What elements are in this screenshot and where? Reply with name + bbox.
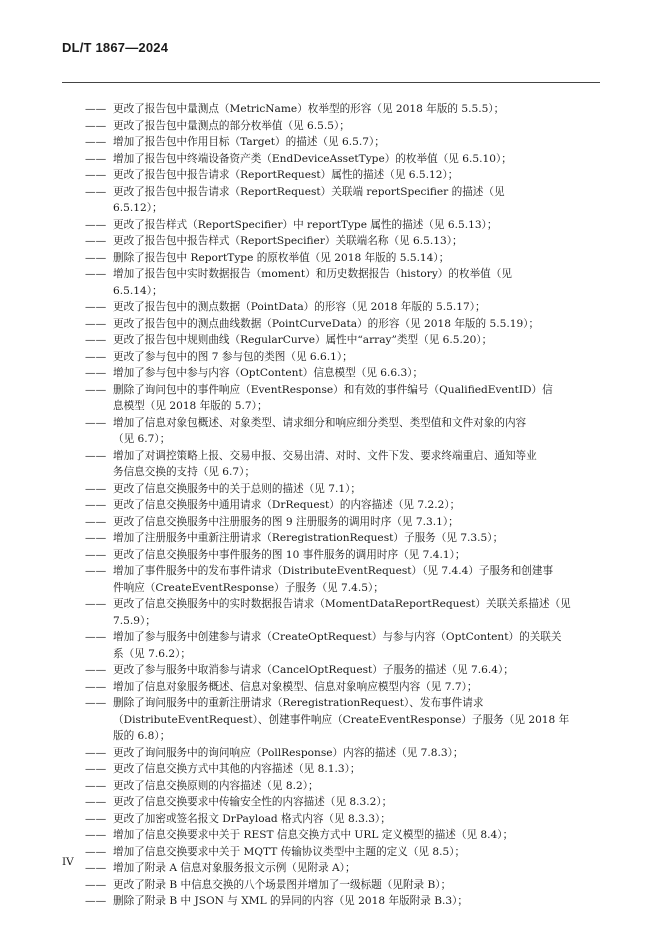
change-item [85, 365, 585, 382]
item-dash: —— [85, 862, 107, 874]
item-dash: —— [85, 235, 107, 247]
item-text: 更改了报告样式（ReportSpecifier）中 reportType 属性的描述（见 6.5.13）； [113, 218, 498, 231]
item-dash: —— [85, 218, 107, 231]
change-item [85, 118, 585, 135]
item-dash: —— [85, 169, 107, 181]
item-dash: —— [85, 680, 107, 693]
change-item [85, 448, 585, 481]
document-code: DL/T 1867—2024 [62, 40, 169, 55]
item-dash: —— [85, 449, 107, 462]
item-dash: —— [85, 350, 107, 363]
item-text-continued: 7.5.9）； [113, 614, 156, 627]
change-item [85, 745, 585, 762]
item-text: 更改了参与服务中取消参与请求（CancelOptRequest）子服务的描述（见 7.6.4）； [113, 664, 514, 676]
item-dash: —— [85, 251, 107, 264]
change-item [85, 481, 585, 498]
item-text: 更改了报告包中规则曲线（RegularCurve）属性中“array”类型（见 6.5.20）； [113, 334, 493, 346]
item-text-continued: （见 6.7）； [113, 433, 171, 445]
change-item [85, 349, 585, 366]
item-dash: —— [85, 367, 107, 379]
item-text-continued: 件响应（CreateEventResponse）子服务（见 7.4.5）； [113, 581, 384, 594]
item-dash: —— [85, 664, 107, 676]
change-item [85, 629, 585, 662]
item-dash: —— [85, 779, 107, 792]
item-dash: —— [85, 515, 107, 528]
item-dash: —— [85, 598, 107, 610]
item-dash: —— [85, 845, 107, 858]
item-text: 更改了信息交换服务中通用请求（DrRequest）的内容描述（见 7.2.2）； [113, 499, 461, 511]
change-item [85, 596, 585, 629]
change-item [85, 530, 585, 547]
item-text: 更改了询问服务中的询问响应（PollResponse）内容的描述（见 7.8.3）； [113, 746, 464, 759]
item-text: 增加了信息对象服务概述、信息对象模型、信息对象响应模型内容（见 7.7）； [113, 680, 478, 693]
change-item [85, 860, 585, 877]
change-item [85, 332, 585, 349]
item-text: 增加了信息交换要求中关于 REST 信息交换方式中 URL 定义模型的描述（见 8.4）； [113, 829, 514, 841]
item-text: 更改了附录 B 中信息交换的八个场景图并增加了一级标题（见附录 B）； [113, 878, 452, 891]
change-item [85, 877, 585, 894]
item-text: 增加了报告包中实时数据报告（moment）和历史数据报告（history）的枚举值（见 [113, 268, 512, 280]
change-item [85, 316, 585, 333]
item-text: 更改了信息交换原则的内容描述（见 8.2）； [113, 779, 319, 792]
change-item [85, 827, 585, 844]
change-item [85, 761, 585, 778]
item-text: 增加了对调控策略上报、交易申报、交易出清、对时、文件下发、要求终端重启、通知等业 [113, 449, 537, 462]
item-text: 更改了信息交换服务中的实时数据报告请求（MomentDataReportRequest）关联关系描述（见 [113, 598, 571, 610]
change-item [85, 893, 585, 910]
change-item [85, 184, 585, 217]
item-text: 增加了信息交换要求中关于 MQTT 传输协议类型中主题的定义（见 8.5）； [113, 845, 466, 858]
change-item [85, 101, 585, 118]
change-item [85, 844, 585, 861]
item-dash: —— [85, 565, 107, 577]
item-dash: —— [85, 119, 107, 132]
item-text: 更改了信息交换要求中传输安全性的内容描述（见 8.3.2）； [113, 796, 393, 808]
item-text: 增加了注册服务中重新注册请求（ReregistrationRequest）子服务（见 7.3.5）； [113, 532, 504, 544]
change-item [85, 547, 585, 564]
item-dash: —— [85, 812, 107, 825]
item-dash: —— [85, 878, 107, 891]
header-rule [62, 82, 600, 83]
item-dash: —— [85, 763, 107, 775]
change-item [85, 233, 585, 250]
item-text: 更改了报告包中量测点（MetricName）枚举型的形容（见 2018 年版的 5.5.5）； [113, 103, 505, 115]
change-item [85, 695, 585, 745]
item-dash: —— [85, 416, 107, 429]
item-dash: —— [85, 136, 107, 148]
item-dash: —— [85, 482, 107, 495]
item-text: 更改了信息交换服务中事件服务的图 10 事件服务的调用时序（见 7.4.1）； [113, 548, 466, 561]
item-text-continued: 6.5.12）； [113, 202, 163, 214]
item-text: 增加了参与服务中创建参与请求（CreateOptRequest）与参与内容（OptContent）的关联关 [113, 631, 562, 643]
change-item [85, 266, 585, 299]
item-dash: —— [85, 631, 107, 643]
item-dash: —— [85, 796, 107, 808]
item-text-continued: （DistributeEventRequest）、创建事件响应（CreateEventResponse）子服务（见 2018 年 [113, 713, 570, 726]
item-dash: —— [85, 697, 107, 709]
change-item [85, 514, 585, 531]
item-text: 更改了参与包中的图 7 参与包的类图（见 6.6.1）； [113, 350, 353, 363]
item-text: 更改了报告包中报告请求（ReportRequest）关联端 reportSpecifier 的描述（见 [113, 185, 505, 198]
item-text: 更改了信息交换方式中其他的内容描述（见 8.1.3）； [113, 763, 361, 775]
item-text: 增加了报告包中作用目标（Target）的描述（见 6.5.7）； [113, 136, 385, 148]
change-item [85, 794, 585, 811]
item-text: 删除了附录 B 中 JSON 与 XML 的异同的内容（见 2018 年版附录 B.3）； [113, 895, 468, 907]
item-dash: —— [85, 383, 107, 396]
item-text: 更改了信息交换服务中的关于总则的描述（见 7.1）； [113, 482, 361, 495]
item-text: 更改了报告包中量测点的部分枚举值（见 6.5.5）； [113, 119, 350, 132]
item-text-continued: 版的 6.8）； [113, 730, 171, 742]
item-text: 增加了事件服务中的发布事件请求（DistributeEventRequest）（见 7.4.4）子服务和创建事 [113, 565, 554, 577]
item-dash: —— [85, 317, 107, 330]
item-dash: —— [85, 499, 107, 511]
item-text: 更改了报告包中的测点曲线数据（PointCurveData）的形容（见 2018 年版的 5.5.19）； [113, 317, 540, 330]
change-item [85, 217, 585, 234]
item-text-continued: 务信息交换的支持（见 6.7）； [113, 466, 256, 478]
item-text-continued: 息模型（见 2018 年版的 5.7）； [113, 400, 268, 412]
change-item [85, 662, 585, 679]
item-text: 更改了加密或签名报文 DrPayload 格式内容（见 8.3.3）； [113, 812, 391, 825]
page-number: IV [62, 856, 74, 868]
item-dash: —— [85, 268, 107, 280]
item-dash: —— [85, 895, 107, 907]
item-dash: —— [85, 185, 107, 198]
item-text: 增加了附录 A 信息对象服务报文示例（见附录 A）； [113, 862, 356, 874]
item-text: 更改了报告包中的测点数据（PointData）的形容（见 2018 年版的 5.5.17）； [113, 301, 486, 313]
change-item [85, 497, 585, 514]
change-item [85, 134, 585, 151]
change-item [85, 250, 585, 267]
change-item [85, 415, 585, 448]
change-item [85, 679, 585, 696]
item-text: 增加了信息对象包概述、对象类型、请求细分和响应细分类型、类型值和文件对象的内容 [113, 416, 527, 429]
item-dash: —— [85, 152, 107, 165]
item-text: 增加了报告包中终端设备资产类（EndDeviceAssetType）的枚举值（见 6.5.10）； [113, 152, 512, 165]
item-dash: —— [85, 103, 107, 115]
change-item [85, 563, 585, 596]
item-text-continued: 6.5.14）； [113, 284, 163, 297]
item-dash: —— [85, 548, 107, 561]
item-text: 更改了报告包中报告请求（ReportRequest）属性的描述（见 6.5.12）； [113, 169, 459, 181]
change-item [85, 299, 585, 316]
item-dash: —— [85, 301, 107, 313]
change-item [85, 167, 585, 184]
item-dash: —— [85, 829, 107, 841]
item-text: 更改了报告包中报告样式（ReportSpecifier）关联端名称（见 6.5.13）； [113, 235, 463, 247]
item-dash: —— [85, 532, 107, 544]
item-dash: —— [85, 746, 107, 759]
item-text-continued: 系（见 7.6.2）； [113, 647, 191, 660]
item-dash: —— [85, 334, 107, 346]
change-item [85, 382, 585, 415]
item-text: 删除了询问包中的事件响应（EventResponse）和有效的事件编号（QualifiedEventID）信 [113, 383, 553, 396]
change-item [85, 811, 585, 828]
change-item [85, 151, 585, 168]
change-list [85, 101, 585, 910]
item-text: 增加了参与包中参与内容（OptContent）信息模型（见 6.6.3）； [113, 367, 424, 379]
item-text: 更改了信息交换服务中注册服务的图 9 注册服务的调用时序（见 7.3.1）； [113, 515, 459, 528]
item-text: 删除了询问服务中的重新注册请求（ReregistrationRequest）、发布事件请求 [113, 697, 484, 709]
change-item [85, 778, 585, 795]
item-text: 删除了报告包中 ReportType 的原枚举值（见 2018 年版的 5.5.14）； [113, 251, 450, 264]
